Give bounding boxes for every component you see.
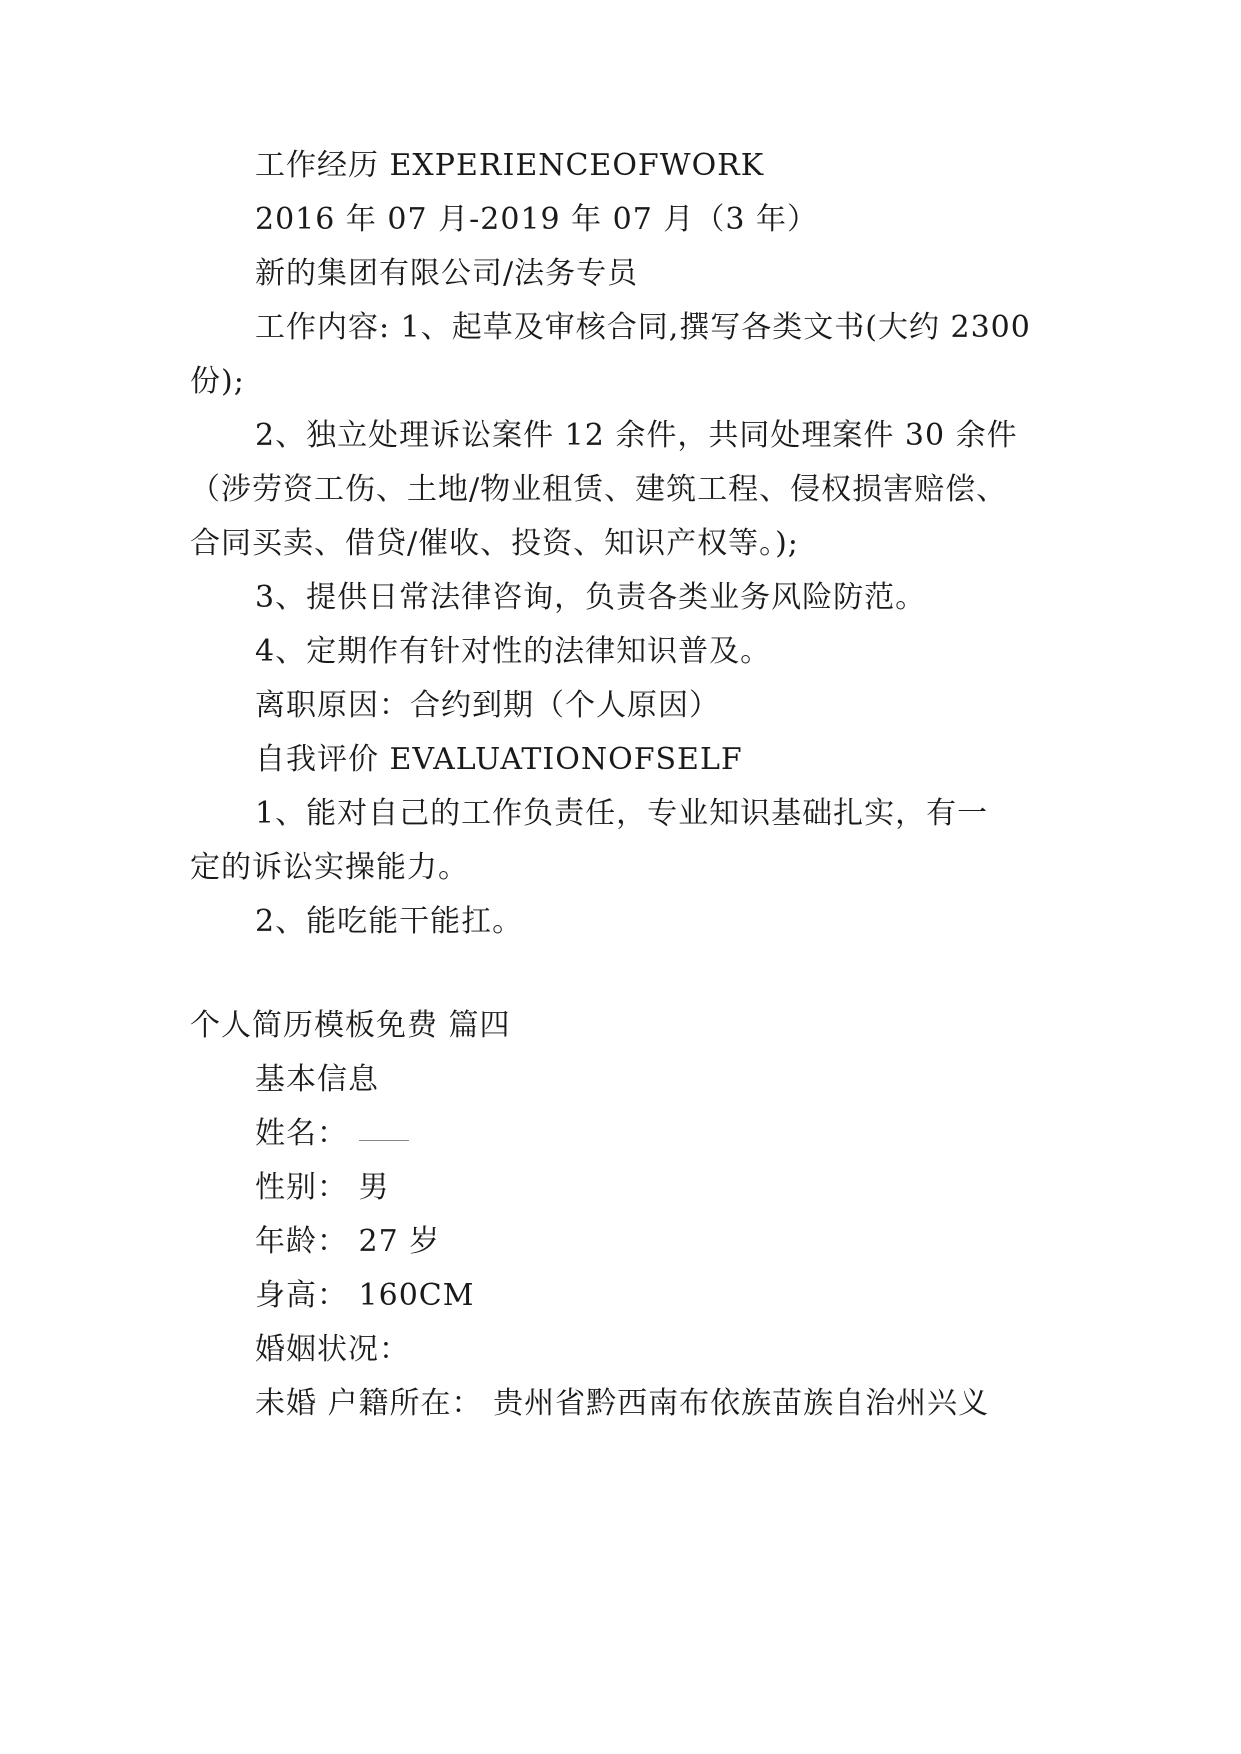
work-content-line1-cont: 份);: [190, 364, 245, 399]
marital-residence-line: 未婚 户籍所在： 贵州省黔西南布依族苗族自治州兴义: [255, 1386, 990, 1421]
work-item2-line2: （涉劳资工伤、土地/物业租赁、建筑工程、侵权损害赔偿、: [190, 472, 1008, 507]
work-item2-line3: 合同买卖、借贷/催收、投资、知识产权等。);: [190, 526, 799, 561]
work-experience-heading: 工作经历 EXPERIENCEOFWORK: [255, 148, 765, 183]
work-item2-line1: 2、独立处理诉讼案件 12 余件，共同处理案件 30 余件: [255, 418, 1018, 453]
work-content-line1: 工作内容: 1、起草及审核合同,撰写各类文书(大约 2300: [255, 310, 1031, 345]
name-value: [359, 1114, 409, 1141]
height-value: 160CM: [358, 1278, 475, 1313]
self-eval-item1-line2: 定的诉讼实操能力。: [190, 850, 469, 885]
work-period: 2016 年 07 月-2019 年 07 月（3 年）: [255, 202, 819, 237]
name-row: [255, 1114, 409, 1154]
company-position: 新的集团有限公司/法务专员: [255, 256, 639, 291]
height-label: 身高：: [255, 1278, 348, 1313]
work-item4: 4、定期作有针对性的法律知识普及。: [255, 634, 772, 669]
age-row: [255, 1222, 440, 1262]
self-eval-item1-line1: 1、能对自己的工作负责任，专业知识基础扎实，有一: [255, 796, 989, 831]
age-value: 27 岁: [358, 1224, 441, 1259]
gender-value: 男: [358, 1170, 390, 1205]
self-evaluation-heading: 自我评价 EVALUATIONOFSELF: [255, 742, 743, 777]
self-eval-item2: 2、能吃能干能扛。: [255, 904, 524, 939]
gender-label: 性别：: [255, 1170, 348, 1205]
marital-label: 婚姻状况：: [255, 1332, 410, 1367]
basic-info-heading: 基本信息: [255, 1062, 379, 1097]
age-label: 年龄：: [255, 1224, 348, 1259]
gender-row: [255, 1168, 390, 1208]
leave-reason: 离职原因：合约到期（个人原因）: [255, 688, 720, 723]
height-row: [255, 1276, 474, 1316]
section-four-title: 个人简历模板免费 篇四: [190, 1008, 511, 1043]
work-item3: 3、提供日常法律咨询，负责各类业务风险防范。: [255, 580, 927, 615]
name-label: 姓名：: [255, 1116, 348, 1151]
